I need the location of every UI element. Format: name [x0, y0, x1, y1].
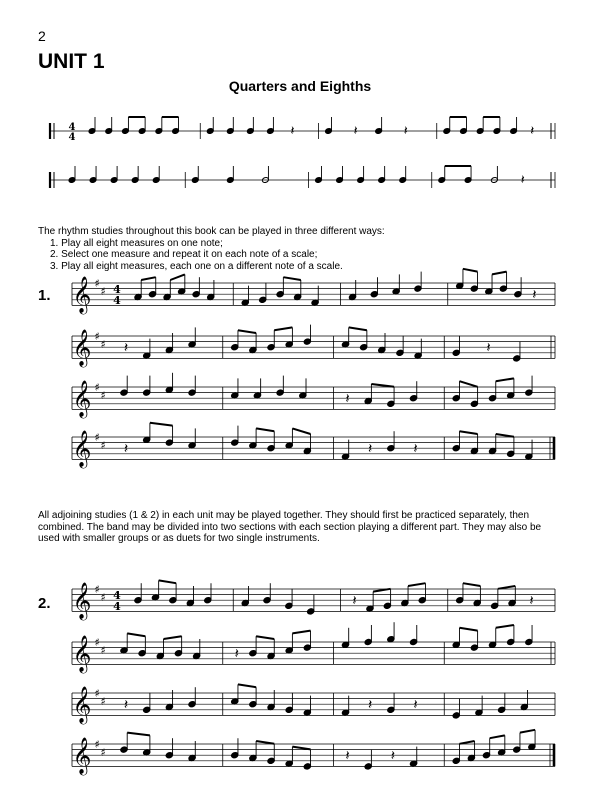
sharp-icon: ♯	[94, 583, 100, 596]
section-title: Quarters and Eighths	[228, 78, 372, 94]
beam	[371, 384, 394, 387]
quarter-rest: 𝄽	[529, 593, 534, 609]
time-signature-bottom: 4	[68, 132, 76, 143]
beam	[150, 423, 173, 426]
beam	[170, 274, 185, 280]
quarter-rest: 𝄽	[368, 697, 373, 713]
beam	[256, 428, 274, 431]
quarter-rest: 𝄽	[403, 124, 408, 139]
beam	[490, 735, 505, 738]
unit-title: UNIT 1	[38, 50, 105, 73]
score-root	[50, 117, 555, 775]
beam	[463, 583, 480, 586]
beam	[238, 330, 256, 333]
sharp-icon: ♯	[94, 381, 100, 394]
treble-clef-icon: 𝄞	[72, 379, 92, 417]
quarter-rest: 𝄽	[486, 340, 491, 356]
sharp-icon: ♯	[100, 285, 106, 298]
sharp-icon: ♯	[100, 439, 106, 452]
sharp-icon: ♯	[100, 389, 106, 402]
time-signature-top: 4	[113, 283, 121, 296]
sharp-icon: ♯	[94, 636, 100, 649]
sharp-icon: ♯	[94, 330, 100, 343]
sharp-icon: ♯	[94, 687, 100, 700]
quarter-rest: 𝄽	[353, 124, 358, 139]
beam	[256, 636, 274, 639]
quarter-rest: 𝄽	[123, 340, 129, 356]
beam	[274, 327, 292, 330]
beam	[496, 434, 514, 437]
adjoining-note-text: All adjoining studies (1 & 2) in each unit may be played together. They should first be practiced separately, then combined. The band may be divided into two sections with each section playing a different part. They may also be used with smaller groups or as duets for two single instruments.	[38, 510, 542, 544]
quarter-rest: 𝄽	[530, 124, 535, 139]
page-number: 2	[38, 28, 46, 44]
instructions-item-3: 3. Play all eight measures, each one on a different note of a scale.	[50, 260, 343, 272]
quarter-rest: 𝄽	[123, 441, 129, 457]
beam	[498, 586, 515, 589]
treble-clef-icon: 𝄞	[72, 429, 92, 467]
beam	[159, 580, 176, 583]
beam	[492, 272, 507, 275]
beam	[141, 277, 156, 280]
sharp-icon: ♯	[94, 738, 100, 751]
quarter-rest: 𝄽	[345, 748, 350, 764]
time-signature-bottom: 4	[113, 294, 121, 307]
sharp-icon: ♯	[100, 644, 106, 657]
sharp-icon: ♯	[100, 591, 106, 604]
quarter-rest: 𝄽	[123, 697, 129, 713]
time-signature-bottom: 4	[113, 600, 121, 613]
beam	[238, 684, 256, 687]
beam	[283, 277, 300, 280]
beam	[164, 636, 182, 639]
treble-clef-icon: 𝄞	[72, 328, 92, 366]
beam	[459, 431, 477, 434]
treble-clef-icon: 𝄞	[72, 685, 92, 723]
quarter-rest: 𝄽	[368, 441, 373, 457]
sharp-icon: ♯	[100, 746, 106, 759]
beam	[459, 628, 477, 631]
beam	[496, 378, 514, 381]
beam	[459, 381, 477, 387]
beam	[127, 633, 145, 636]
instructions-intro: The rhythm studies throughout this book can be played in three different ways:	[38, 226, 385, 237]
sharp-icon: ♯	[94, 277, 100, 290]
quarter-rest: 𝄽	[234, 646, 239, 662]
quarter-rest: 𝄽	[345, 391, 350, 407]
beam	[256, 741, 274, 744]
beam	[349, 327, 367, 330]
beam	[459, 741, 474, 744]
instructions-item-2: 2. Select one measure and repeat it on each note of a scale;	[50, 249, 318, 260]
beam	[292, 747, 310, 750]
beam	[496, 625, 514, 628]
quarter-rest: 𝄽	[520, 173, 525, 188]
sharp-icon: ♯	[100, 338, 106, 351]
quarter-rest: 𝄽	[352, 593, 357, 609]
quarter-rest: 𝄽	[413, 697, 418, 713]
beam	[520, 730, 535, 733]
study-number-1: 1.	[38, 287, 51, 304]
quarter-rest: 𝄽	[413, 441, 418, 457]
time-signature-top: 4	[68, 122, 76, 133]
beam	[463, 269, 478, 272]
beam	[127, 733, 150, 736]
study-number-2: 2.	[38, 595, 51, 612]
sharp-icon: ♯	[94, 431, 100, 444]
quarter-rest: 𝄽	[532, 287, 537, 303]
beam	[292, 631, 310, 634]
treble-clef-icon: 𝄞	[72, 275, 92, 313]
treble-clef-icon: 𝄞	[72, 736, 92, 774]
treble-clef-icon: 𝄞	[72, 581, 92, 619]
beam	[292, 428, 310, 434]
quarter-rest: 𝄽	[390, 748, 396, 764]
beam	[408, 583, 425, 586]
quarter-rest: 𝄽	[290, 124, 295, 139]
treble-clef-icon: 𝄞	[72, 634, 92, 672]
sharp-icon: ♯	[100, 695, 106, 708]
time-signature-top: 4	[113, 589, 121, 602]
instructions-item-1: 1. Play all eight measures on one note;	[50, 237, 223, 249]
